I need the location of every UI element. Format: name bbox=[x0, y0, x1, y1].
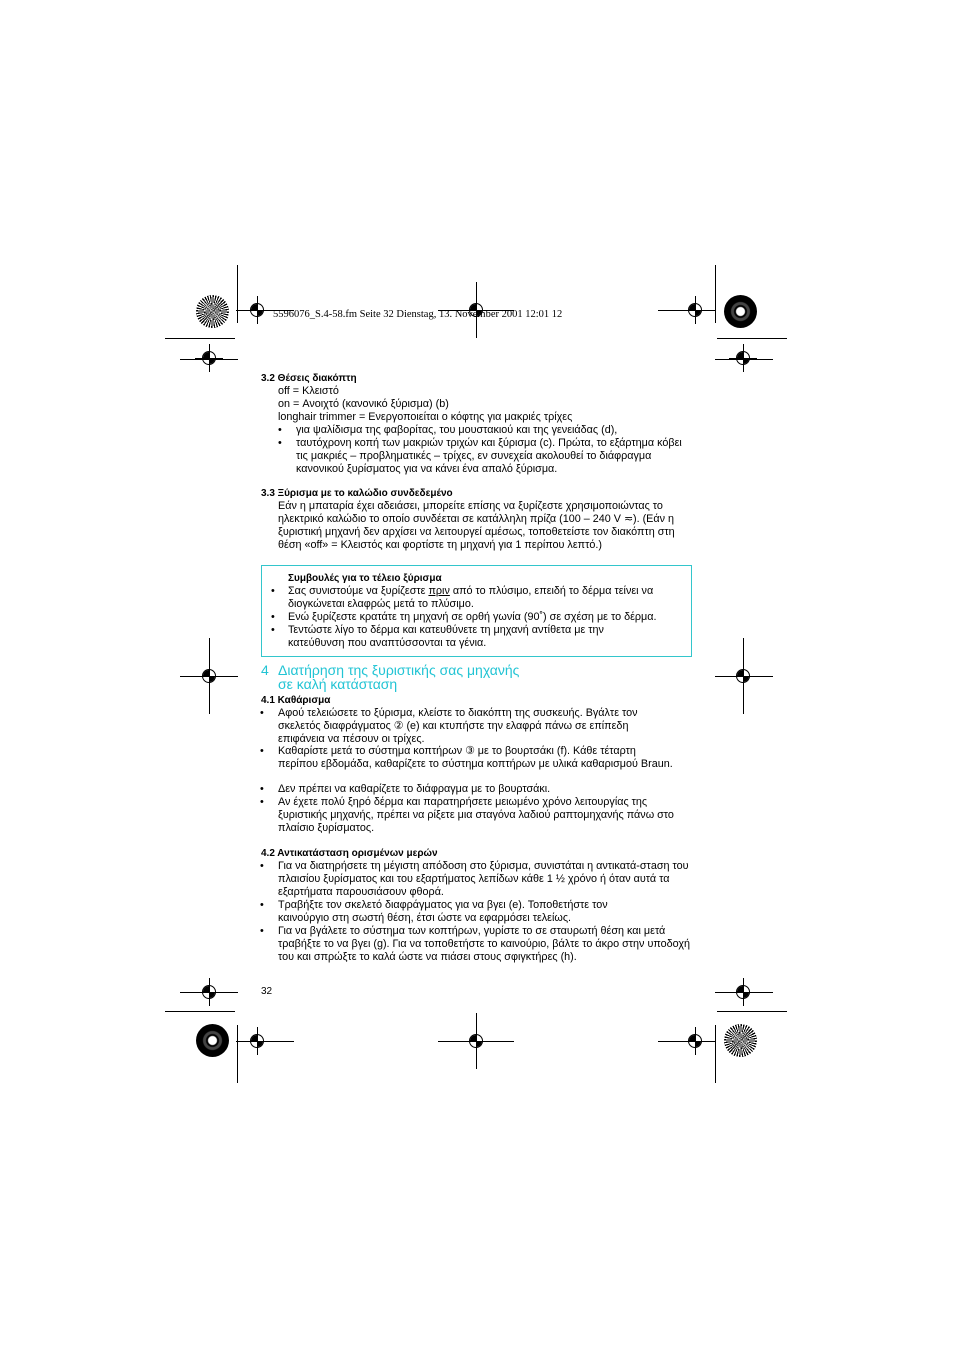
section-3-3-heading: 3.3 Ξύρισμα με το καλώδιο συνδεδεμένο bbox=[261, 488, 453, 499]
file-header-line: 5596076_S.4-58.fm Seite 32 Dienstag, 13. November 2001 12:01 12 bbox=[273, 309, 563, 320]
star-target-icon bbox=[196, 1024, 229, 1057]
list-item: • ταυτόχρονη κοπή των μακριών τριχών και ξύρισμα (c). Πρώτα, το εξάρτημα κόβει τις μακριές – προβληματικές – τρίχες, εν συνεχεία ακολουθεί το διάφραγμα κανονικού ξυρίσματος για να κάνει ένα απαλό ξύρισμα. bbox=[278, 437, 682, 475]
switch-on-line: on = Ανοιχτό (κανονικό ξύρισμα) (b) bbox=[278, 398, 449, 410]
tips-heading: Συμβουλές για το τέλειο ξύρισμα bbox=[288, 573, 442, 584]
list-item: • Για να διατηρήσετε τη μέγιστη απόδοση στο ξύρισμα, συνιστάται η αντικατά-στaση του πλαισίου ξυρίσματος και του εξαρτήματος λεπίδων κάθε 1 ½ χρόνο ή όταν αυτά τα εξαρτήματα παρουσιάσουν φθορά. bbox=[260, 860, 689, 898]
section-3-3-text: Εάν η μπαταρία έχει αδειάσει, μπορείτε επίσης να ξυρίζεστε χρησιμοποιώντας το ηλεκτρικό καλώδιο το οποίο συνδέεται σε κατάλληλη πρίζα (100 – 240 V ≂). (Εάν η ξυριστική μηχανή δεν αρχίσει να λειτουργεί αμέσως, τοποθετείστε τον διακόπτη στη θέση «off» = Κλειστός και φορτίστε τη μηχανή για 1 περίπου λεπτό.) bbox=[278, 500, 675, 551]
section-4-1-heading: 4.1 Καθάρισμα bbox=[261, 695, 331, 706]
list-item: • Ενώ ξυρίζεστε κρατάτε τη μηχανή σε ορθή γωνία (90˚) σε σχέση με το δέρμα. bbox=[271, 611, 657, 623]
switch-trimmer-line: longhair trimmer = Ενεργοποιείται ο κόφτης για μακριές τρίχες bbox=[278, 411, 573, 423]
section-3-2-heading: 3.2 Θέσεις διακόπτη bbox=[261, 373, 357, 384]
list-item: • Σας συνιστούμε να ξυρίζεστε πριν από το πλύσιμο, επειδή το δέρμα τείνει να διογκώνεται ελαφρώς μετά το πλύσιμο. bbox=[271, 585, 654, 610]
star-target-icon bbox=[196, 295, 229, 328]
list-item: • Για να βγάλετε το σύστημα των κοπτήρων, γυρίστε το σε σταυρωτή θέση και μετά τραβήξτε το να βγει (g). Για να τοποθετήστε το καινούριο, βάλτε το άκρο στην υποδοχή του και σπρώξτε το καλά ώστε να πιάσει στους σφιγκτήρες (h). bbox=[260, 925, 691, 963]
list-item: • Δεν πρέπει να καθαρίζετε το διάφραγμα με το βουρτσάκι. bbox=[260, 783, 551, 795]
list-item: • Αφού τελειώσετε το ξύρισμα, κλείστε το διακόπτη της συσκευής. Βγάλτε τον σκελετός διαφράγματος ② (e) και κτυπήστε την ελαφρά πάνω σε επίπεδη επιφάνεια να πέσουν οι τρίχες. bbox=[260, 707, 638, 745]
list-item: • Καθαρίστε μετά το σύστημα κοπτήρων ③ με το βουρτσάκι (f). Κάθε τέταρτη περίπου εβδομάδα, καθαρίζετε το σύστημα κοπτήρων με υλικά καθαρισμού Braun. bbox=[260, 745, 673, 770]
page-number: 32 bbox=[261, 986, 273, 997]
list-item: • Τραβήξτε τον σκελετό διαφράγματος για να βγει (e). Τοποθετήστε τον καινούργιο στη σωστή θέση, έτσι ώστε να εφαρμόσει τελείως. bbox=[260, 899, 608, 924]
list-item: • Αν έχετε πολύ ξηρό δέρμα και παρατηρήσετε μειωμένο χρόνο λειτουργίας της ξυριστικής μηχανής, πρέπει να ρίξετε μια σταγόνα λαδιού ραπτομηχανής πάνω στο πλαίσιο ξυρίσματος. bbox=[260, 796, 674, 834]
list-item: • για ψαλίδισμα της φαβορίτας, του μουστακιού και της γενειάδας (d), bbox=[278, 424, 618, 436]
star-target-icon bbox=[724, 1024, 757, 1057]
switch-off-line: off = Κλειστό bbox=[278, 385, 339, 397]
list-item: • Τεντώστε λίγο το δέρμα και κατευθύνετε τη μηχανή αντίθετα με την κατεύθυνση που αναπτύσσονται τα γένια. bbox=[271, 624, 604, 649]
section-4-2-heading: 4.2 Αντικατάσταση ορισμένων μερών bbox=[261, 848, 438, 859]
star-target-icon bbox=[724, 295, 757, 328]
